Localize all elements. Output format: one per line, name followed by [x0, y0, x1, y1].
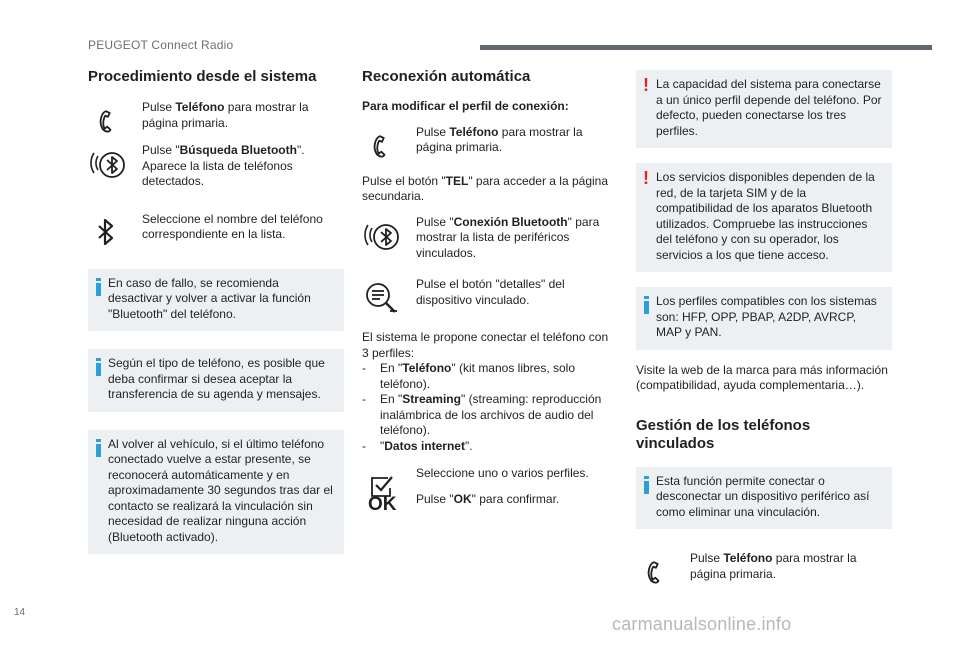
- list-item: - "Datos internet".: [362, 438, 473, 453]
- phone-icon: [636, 551, 676, 591]
- section-title-procedimiento: Procedimiento desde el sistema: [88, 68, 317, 85]
- list-item: - En "Streaming" (streaming: reproducción inalámbrica de los archivos de audio del teléfono).: [362, 392, 602, 437]
- ok-icon: OK: [368, 493, 397, 515]
- info-icon: [96, 358, 101, 376]
- warning-icon: !: [643, 168, 649, 188]
- para-boton-tel: Pulse el botón "TEL" para acceder a la página secundaria.: [362, 173, 609, 203]
- info-note-fallo: En caso de fallo, se recomienda desactivar y volver a activar la función "Bluetooth" del teléfono.: [88, 269, 344, 332]
- details-icon: [362, 277, 402, 317]
- section-title-gestion: Gestión de los teléfonos vinculados: [636, 416, 811, 452]
- step-conexion-bluetooth: Pulse "Conexión Bluetooth" para mostrar la lista de periféricos vinculados.: [362, 215, 612, 262]
- warning-note-servicios: ! Los servicios disponibles dependen de la red, de la tarjeta SIM y de la compatibilidad de los aparatos Bluetooth utilizados. Compruebe las instrucciones del teléfono y con su operador, los servicios a los que tiene acceso.: [636, 163, 892, 272]
- phone-icon: [362, 125, 402, 165]
- step-telefono: Pulse Teléfono para mostrar la página primaria.: [362, 125, 612, 156]
- info-icon: [644, 296, 649, 314]
- subtitle-modificar-perfil: Para modificar el perfil de conexión:: [362, 99, 569, 113]
- step-telefono: Pulse Teléfono para mostrar la página primaria.: [88, 100, 344, 131]
- info-icon: [96, 278, 101, 296]
- bluetooth-icon: [88, 212, 128, 252]
- bluetooth-search-icon: [362, 215, 402, 255]
- watermark: carmanualsonline.info: [612, 614, 792, 634]
- column-3: [636, 70, 892, 582]
- info-note-tipo-telefono: Según el tipo de teléfono, es posible que deba confirmar si desea aceptar la transferencia de su agenda y mensajes.: [88, 349, 344, 412]
- step-detalles: Pulse el botón "detalles" del dispositivo vinculado.: [362, 277, 612, 308]
- warning-icon: !: [643, 75, 649, 95]
- step-ok: OK Pulse "OK" para confirmar.: [362, 492, 612, 508]
- info-note-funcion: Esta función permite conectar o desconectar un dispositivo periférico así como eliminar una vinculación.: [636, 467, 892, 530]
- header-brand: PEUGEOT Connect Radio: [88, 38, 234, 52]
- warning-note-perfil: ! La capacidad del sistema para conectarse a un único perfil depende del teléfono. Por defecto, pueden conectarse los tres perfiles.: [636, 70, 892, 148]
- column-2: [362, 68, 612, 515]
- header-bar: [480, 45, 932, 50]
- list-item: - En "Teléfono" (kit manos libres, solo teléfono).: [362, 361, 576, 391]
- step-telefono: Pulse Teléfono para mostrar la página primaria.: [636, 551, 892, 582]
- info-icon: [644, 476, 649, 494]
- info-icon: [96, 439, 101, 457]
- step-seleccione-telefono: Seleccione el nombre del teléfono correspondiente en la lista.: [88, 212, 344, 243]
- bluetooth-search-icon: [88, 143, 128, 183]
- para-visite-web: Visite la web de la marca para más información (compatibilidad, ayuda complementaria…).: [636, 362, 888, 392]
- info-note-perfiles-compatibles: Los perfiles compatibles con los sistemas son: HFP, OPP, PBAP, A2DP, AVRCP, MAP y PAN.: [636, 287, 892, 350]
- section-title-reconexion: Reconexión automática: [362, 68, 531, 85]
- step-seleccione-perfiles: Seleccione uno o varios perfiles.: [362, 466, 612, 482]
- page-number: 14: [14, 607, 26, 618]
- phone-icon: [88, 100, 128, 140]
- column-1: [88, 68, 344, 554]
- para-perfiles: El sistema le propone conectar el teléfono con 3 perfiles:: [362, 330, 609, 360]
- info-note-volver-vehiculo: Al volver al vehículo, si el último teléfono conectado vuelve a estar presente, se reconocerá automáticamente y en aproximadamente 30 segundos tras dar el contacto se realizará la vinculación sin necesidad de realizar ninguna acción (Bluetooth activado).: [88, 430, 344, 555]
- step-busqueda-bluetooth: Pulse "Búsqueda Bluetooth". Aparece la lista de teléfonos detectados.: [88, 143, 344, 190]
- profile-list: [362, 361, 612, 454]
